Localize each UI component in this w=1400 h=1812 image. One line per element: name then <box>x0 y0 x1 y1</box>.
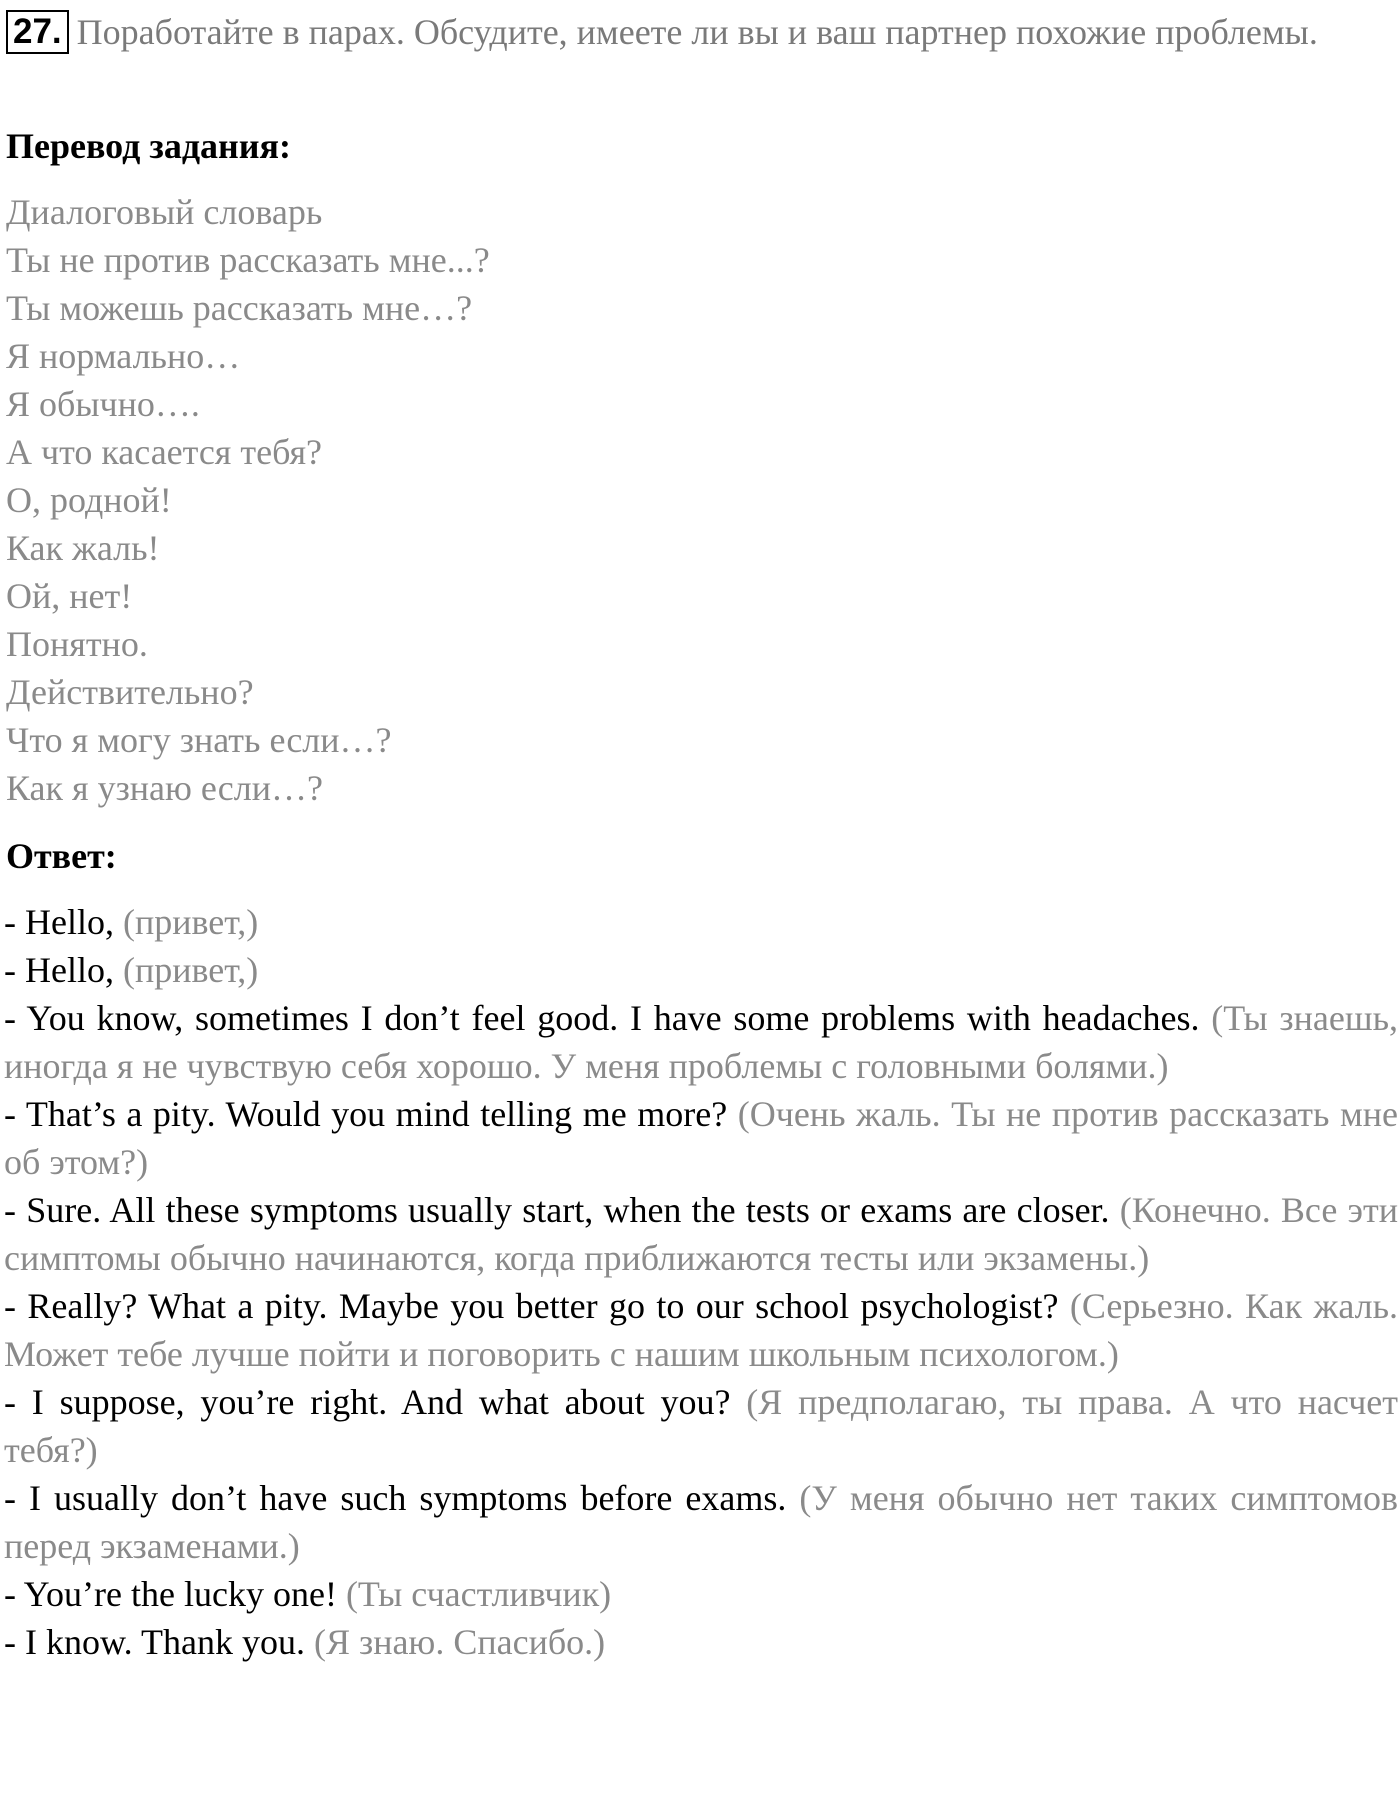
dialog-line <box>4 1090 1398 1186</box>
vocabulary-item: Диалоговый словарь <box>6 192 323 232</box>
dialog-line <box>4 1378 1398 1474</box>
dialog-vocabulary-list <box>6 188 490 812</box>
dialog-line <box>4 994 1398 1090</box>
vocabulary-item: А что касается тебя? <box>6 432 323 472</box>
dialog-russian: (привет,) <box>122 950 259 990</box>
dialog-line <box>4 1186 1398 1282</box>
dialog-russian: (Я знаю. Спасибо.) <box>313 1622 606 1662</box>
dialog-english: - I know. Thank you. <box>4 1622 305 1662</box>
vocabulary-item: Я обычно…. <box>6 384 200 424</box>
task-instruction-text: Поработайте в парах. Обсудите, имеете ли вы и ваш партнер похожие проблемы. <box>76 12 1318 52</box>
dialog-line <box>4 1282 1398 1378</box>
dialog-russian: (Ты знаешь, иногда я не чувствую себя хорошо. У меня проблемы с головными болями.) <box>4 998 1398 1086</box>
dialog-english: - That’s a pity. Would you mind telling me more? <box>4 1094 728 1134</box>
vocabulary-item: Как я узнаю если…? <box>6 768 323 808</box>
dialog-english: - Sure. All these symptoms usually start, when the tests or exams are closer. <box>4 1190 1110 1230</box>
dialog-russian: (привет,) <box>122 902 259 942</box>
vocabulary-item: Как жаль! <box>6 528 160 568</box>
vocabulary-item: Ой, нет! <box>6 576 133 616</box>
dialog-english: - You know, sometimes I don’t feel good. I have some problems with headaches. <box>4 998 1200 1038</box>
dialog-english: - Hello, <box>4 902 114 942</box>
vocabulary-item: Ты можешь рассказать мне…? <box>6 288 473 328</box>
vocabulary-item: Что я могу знать если…? <box>6 720 392 760</box>
dialog-line <box>4 898 1398 946</box>
dialog-russian: (Очень жаль. Ты не против рассказать мне об этом?) <box>4 1094 1398 1182</box>
dialog-russian: (Ты счастливчик) <box>345 1574 612 1614</box>
dialog-english: - You’re the lucky one! <box>4 1574 337 1614</box>
vocabulary-item: Ты не против рассказать мне...? <box>6 240 490 280</box>
dialog-line <box>4 1618 1398 1666</box>
vocabulary-item: О, родной! <box>6 480 172 520</box>
dialog-line <box>4 946 1398 994</box>
dialog-line <box>4 1570 1398 1618</box>
answer-dialog <box>4 898 1398 1666</box>
dialog-english: - Really? What a pity. Maybe you better go to our school psychologist? <box>4 1286 1059 1326</box>
vocabulary-item: Действительно? <box>6 672 254 712</box>
dialog-russian: (У меня обычно нет таких симптомов перед экзаменами.) <box>4 1478 1399 1566</box>
dialog-russian: (Конечно. Все эти симптомы обычно начинаются, когда приближаются тесты или экзамены.) <box>4 1190 1398 1278</box>
dialog-line <box>4 1474 1398 1570</box>
dialog-russian: (Я предполагаю, ты права. А что насчет тебя?) <box>4 1382 1399 1470</box>
task-instruction <box>6 8 1396 56</box>
dialog-english: - Hello, <box>4 950 114 990</box>
dialog-english: - I usually don’t have such symptoms before exams. <box>4 1478 787 1518</box>
answer-heading: Ответ: <box>6 836 117 876</box>
task-number-badge: 27. <box>6 10 69 54</box>
vocabulary-item: Я нормально… <box>6 336 241 376</box>
dialog-english: - I suppose, you’re right. And what about you? <box>4 1382 731 1422</box>
vocabulary-item: Понятно. <box>6 624 148 664</box>
dialog-russian: (Серьезно. Как жаль. Может тебе лучше пойти и поговорить с нашим школьным психологом.) <box>4 1286 1399 1374</box>
translation-heading: Перевод задания: <box>6 126 291 166</box>
